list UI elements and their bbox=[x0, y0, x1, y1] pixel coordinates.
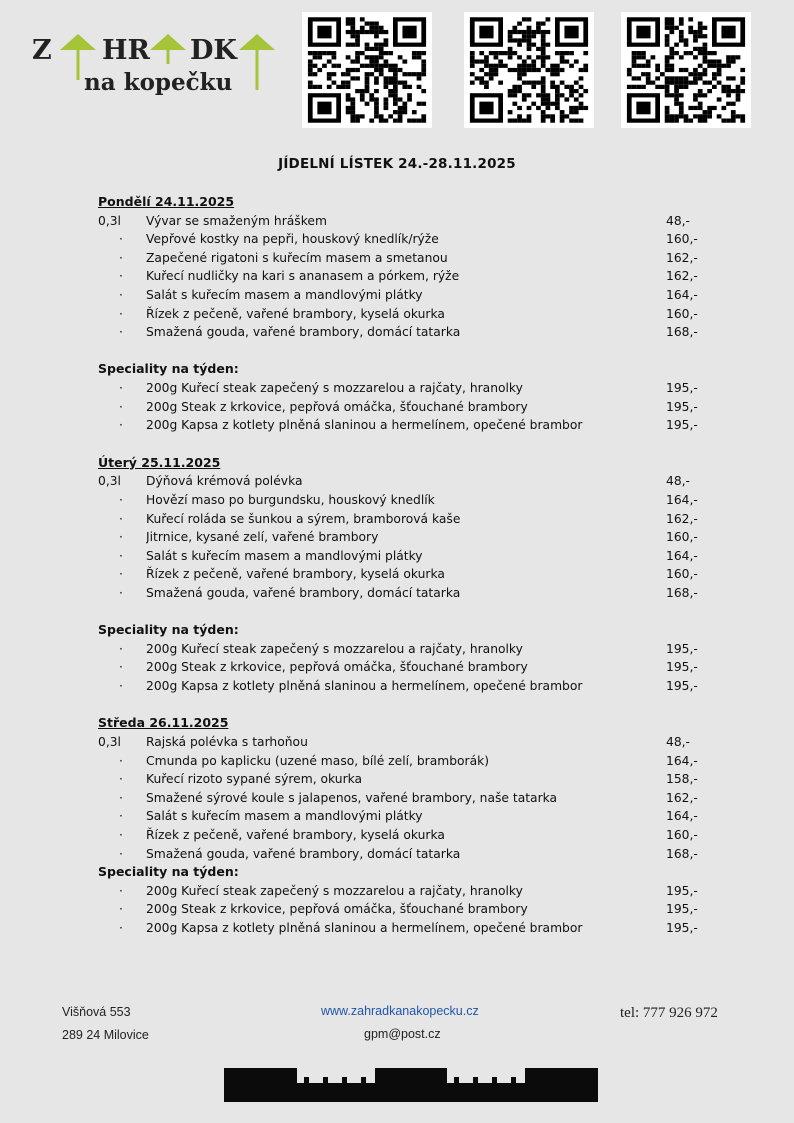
menu-item bbox=[98, 249, 718, 268]
menu-item bbox=[98, 845, 718, 864]
dish-name: 200g Kuřecí steak zapečený s mozzarelou a rajčaty, hranolky bbox=[146, 380, 523, 395]
menu-item bbox=[98, 323, 718, 342]
soup-price: 48,- bbox=[666, 474, 690, 489]
menu-item bbox=[98, 789, 718, 808]
menu-item bbox=[98, 565, 718, 584]
bullet: · bbox=[119, 567, 123, 582]
day-block bbox=[98, 454, 718, 696]
bullet: · bbox=[119, 809, 123, 824]
bullet: · bbox=[119, 660, 123, 675]
menu-item bbox=[98, 770, 718, 789]
bullet: · bbox=[119, 772, 123, 787]
menu-item bbox=[98, 267, 718, 286]
qr-code-1[interactable] bbox=[302, 12, 432, 128]
bullet: · bbox=[119, 269, 123, 284]
dish-name: 200g Kuřecí steak zapečený s mozzarelou a rajčaty, hranolky bbox=[146, 883, 523, 898]
svg-text:Z: Z bbox=[32, 35, 52, 66]
dish-price: 195,- bbox=[666, 902, 698, 917]
special-item bbox=[98, 677, 718, 696]
bullet: · bbox=[119, 492, 123, 507]
bullet: · bbox=[119, 511, 123, 526]
qr-code-3[interactable] bbox=[621, 12, 751, 128]
phone-number: tel: 777 926 972 bbox=[620, 1005, 718, 1021]
dish-price: 168,- bbox=[666, 585, 698, 600]
dish-name: 200g Steak z krkovice, pepřová omáčka, šťouchané brambory bbox=[146, 660, 528, 675]
website-link[interactable]: www.zahradkanakopecku.cz bbox=[321, 1004, 479, 1018]
dish-price: 160,- bbox=[666, 828, 698, 842]
svg-text:DK: DK bbox=[190, 35, 237, 66]
logo-graphic bbox=[30, 30, 280, 100]
weekly-menu bbox=[98, 193, 718, 957]
dish-name: Salát s kuřecím masem a mandlovými plátky bbox=[146, 548, 423, 563]
dish-price: 195,- bbox=[666, 418, 698, 433]
dish-name: Salát s kuřecím masem a mandlovými plátky bbox=[146, 287, 423, 302]
menu-item bbox=[98, 230, 718, 249]
day-title: Úterý 25.11.2025 bbox=[98, 454, 221, 470]
dish-name: Smažená gouda, vařené brambory, domácí tatarka bbox=[146, 846, 461, 861]
dish-name: Řízek z pečeně, vařené brambory, kyselá okurka bbox=[146, 828, 445, 842]
soup-price: 48,- bbox=[666, 735, 690, 750]
dish-name: Kuřecí rizoto sypané sýrem, okurka bbox=[146, 772, 363, 787]
bullet: · bbox=[119, 548, 123, 563]
bullet: · bbox=[119, 306, 123, 321]
special-item bbox=[98, 900, 718, 919]
bullet: · bbox=[119, 641, 123, 656]
dish-name: Jitrnice, kysané zelí, vařené brambory bbox=[146, 530, 379, 545]
special-item bbox=[98, 379, 718, 398]
dish-price: 195,- bbox=[666, 678, 698, 693]
dish-name: 200g Kuřecí steak zapečený s mozzarelou a rajčaty, hranolky bbox=[146, 641, 523, 656]
email-text[interactable]: gpm@post.cz bbox=[364, 1027, 441, 1041]
special-item bbox=[98, 658, 718, 677]
special-item bbox=[98, 882, 718, 901]
dish-price: 168,- bbox=[666, 325, 698, 340]
menu-item bbox=[98, 286, 718, 305]
day-block bbox=[98, 714, 718, 937]
dish-price: 160,- bbox=[666, 530, 698, 545]
special-item bbox=[98, 398, 718, 417]
bullet: · bbox=[119, 287, 123, 302]
dish-name: Smažená gouda, vařené brambory, domácí tatarka bbox=[146, 585, 461, 600]
dish-price: 162,- bbox=[666, 511, 698, 526]
dish-name: Řízek z pečeně, vařené brambory, kyselá okurka bbox=[146, 306, 445, 321]
bullet: · bbox=[119, 753, 123, 768]
menu-title: JÍDELNÍ LÍSTEK 24.-28.11.2025 bbox=[278, 156, 516, 172]
dish-name: Hovězí maso po burgundsku, houskový knedlík bbox=[146, 492, 435, 507]
dish-price: 164,- bbox=[666, 287, 698, 302]
soup-name: Dýňová krémová polévka bbox=[146, 474, 303, 489]
dish-price: 164,- bbox=[666, 753, 698, 768]
dish-price: 168,- bbox=[666, 846, 698, 861]
bullet: · bbox=[119, 530, 123, 545]
soup-portion: 0,3l bbox=[98, 474, 121, 489]
footer-decoration bbox=[224, 1068, 598, 1102]
dish-price: 160,- bbox=[666, 232, 698, 247]
soup-portion: 0,3l bbox=[98, 213, 121, 228]
soup-name: Rajská polévka s tarhoňou bbox=[146, 735, 308, 750]
menu-item bbox=[98, 547, 718, 566]
dish-price: 195,- bbox=[666, 641, 698, 656]
bullet: · bbox=[119, 232, 123, 247]
dish-price: 158,- bbox=[666, 772, 698, 787]
logo-tagline: na kopečku bbox=[84, 69, 233, 96]
specials-title: Speciality na týden: bbox=[98, 622, 239, 638]
bullet: · bbox=[119, 418, 123, 433]
address-street: Višňová 553 bbox=[62, 1005, 131, 1019]
menu-item bbox=[98, 305, 718, 324]
bullet: · bbox=[119, 883, 123, 898]
bullet: · bbox=[119, 399, 123, 414]
zahradka-logo bbox=[30, 30, 280, 100]
dish-name: 200g Kapsa z kotlety plněná slaninou a hermelínem, opečené brambor bbox=[146, 418, 583, 433]
dish-name: Zapečené rigatoni s kuřecím masem a smetanou bbox=[146, 250, 448, 265]
bullet: · bbox=[119, 678, 123, 693]
specials-title: Speciality na týden: bbox=[98, 361, 239, 377]
dish-name: 200g Kapsa z kotlety plněná slaninou a hermelínem, opečené brambor bbox=[146, 678, 583, 693]
dish-price: 160,- bbox=[666, 567, 698, 582]
special-item bbox=[98, 640, 718, 659]
qr-code-2[interactable] bbox=[464, 12, 594, 128]
dish-price: 162,- bbox=[666, 790, 698, 805]
menu-item bbox=[98, 807, 718, 826]
menu-item bbox=[98, 528, 718, 547]
bullet: · bbox=[119, 846, 123, 861]
dish-price: 195,- bbox=[666, 660, 698, 675]
dish-price: 160,- bbox=[666, 306, 698, 321]
bullet: · bbox=[119, 585, 123, 600]
dish-name: 200g Steak z krkovice, pepřová omáčka, šťouchané brambory bbox=[146, 902, 528, 917]
address-city: 289 24 Milovice bbox=[62, 1028, 149, 1042]
dish-price: 195,- bbox=[666, 883, 698, 898]
bullet: · bbox=[119, 325, 123, 340]
dish-name: Smažené sýrové koule s jalapenos, vařené brambory, naše tatarka bbox=[146, 790, 558, 805]
menu-item bbox=[98, 491, 718, 510]
dish-name: Kuřecí roláda se šunkou a sýrem, bramborová kaše bbox=[146, 511, 461, 526]
dish-price: 195,- bbox=[666, 920, 698, 935]
bullet: · bbox=[119, 828, 123, 842]
specials-title: Speciality na týden: bbox=[98, 864, 239, 880]
bullet: · bbox=[119, 790, 123, 805]
dish-price: 162,- bbox=[666, 269, 698, 284]
dish-name: Smažená gouda, vařené brambory, domácí tatarka bbox=[146, 325, 461, 340]
menu-item bbox=[98, 584, 718, 603]
dish-price: 164,- bbox=[666, 809, 698, 824]
special-item bbox=[98, 416, 718, 435]
menu-item bbox=[98, 826, 718, 845]
dish-name: Cmunda po kaplicku (uzené maso, bílé zelí, bramborák) bbox=[146, 753, 490, 768]
bullet: · bbox=[119, 250, 123, 265]
soup-row bbox=[98, 733, 718, 752]
dish-name: 200g Kapsa z kotlety plněná slaninou a hermelínem, opečené brambor bbox=[146, 920, 583, 935]
bullet: · bbox=[119, 920, 123, 935]
day-title: Středa 26.11.2025 bbox=[98, 715, 229, 731]
dish-price: 164,- bbox=[666, 548, 698, 563]
dish-price: 162,- bbox=[666, 250, 698, 265]
menu-item bbox=[98, 752, 718, 771]
bullet: · bbox=[119, 902, 123, 917]
special-item bbox=[98, 919, 718, 938]
soup-portion: 0,3l bbox=[98, 735, 121, 750]
day-title: Pondělí 24.11.2025 bbox=[98, 194, 235, 209]
day-block bbox=[98, 193, 718, 435]
dish-name: 200g Steak z krkovice, pepřová omáčka, šťouchané brambory bbox=[146, 399, 528, 414]
dish-price: 164,- bbox=[666, 492, 698, 507]
dish-name: Salát s kuřecím masem a mandlovými plátky bbox=[146, 809, 423, 824]
svg-text:HR: HR bbox=[102, 35, 150, 66]
soup-row bbox=[98, 212, 718, 231]
dish-price: 195,- bbox=[666, 399, 698, 414]
soup-name: Vývar se smaženým hráškem bbox=[146, 213, 327, 228]
soup-row bbox=[98, 472, 718, 491]
dish-name: Řízek z pečeně, vařené brambory, kyselá okurka bbox=[146, 567, 445, 582]
dish-price: 195,- bbox=[666, 380, 698, 395]
dish-name: Kuřecí nudličky na kari s ananasem a pórkem, rýže bbox=[146, 269, 460, 284]
soup-price: 48,- bbox=[666, 213, 690, 228]
bullet: · bbox=[119, 380, 123, 395]
dish-name: Vepřové kostky na pepři, houskový knedlík/rýže bbox=[146, 232, 439, 247]
menu-item bbox=[98, 510, 718, 529]
